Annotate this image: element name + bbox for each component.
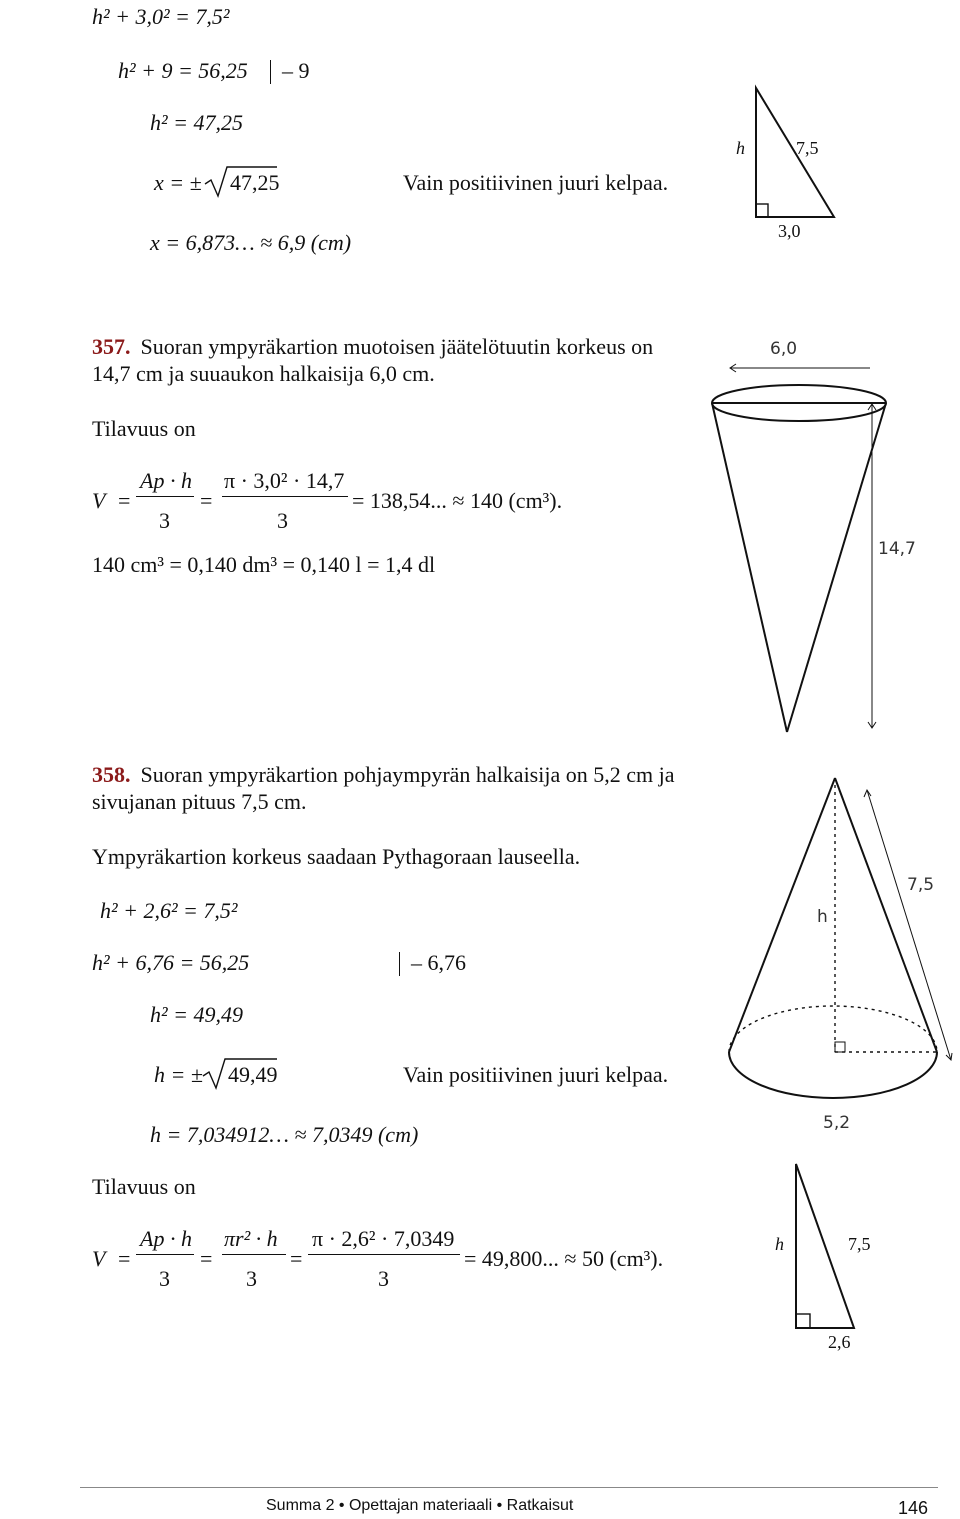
volume-symbol: V: [92, 488, 106, 513]
operation-divider: [270, 60, 271, 84]
volume-intro: Tilavuus on: [92, 416, 196, 441]
right-triangle-figure: [730, 80, 850, 250]
fraction-bar: [136, 496, 194, 497]
equation-lhs: h = ±: [154, 1062, 203, 1087]
equals: =: [290, 1246, 303, 1271]
result: = 49,800... ≈ 50 (cm³).: [464, 1246, 664, 1271]
footer-text: Summa 2 • Opettajan materiaali • Ratkaisut: [266, 1497, 574, 1514]
equation-line: h² = 47,25: [150, 110, 243, 135]
problem-number: 357.: [92, 334, 131, 359]
equation-line: h² + 9 = 56,25: [118, 58, 248, 83]
label-diameter: 6,0: [770, 339, 798, 359]
volume-intro: Tilavuus on: [92, 1174, 196, 1199]
label-h: h: [736, 138, 745, 158]
equation-line: h² + 2,6² = 7,5²: [100, 898, 238, 923]
page-number: 146: [898, 1498, 929, 1518]
label-base: 2,6: [828, 1332, 851, 1352]
fraction-bar: [136, 1254, 194, 1255]
fraction-denominator: 3: [277, 508, 288, 533]
problem-text: Ympyräkartion korkeus saadaan Pythagoraan lauseella.: [92, 844, 581, 869]
equation-lhs: x = ±: [154, 170, 202, 195]
fraction-numerator: π · 2,6² · 7,0349: [312, 1226, 455, 1251]
operation-note: – 9: [282, 58, 310, 83]
fraction-bar: [222, 1254, 286, 1255]
fraction-bar: [222, 496, 348, 497]
unit-conversion: 140 cm³ = 0,140 dm³ = 0,140 l = 1,4 dl: [92, 552, 436, 577]
fraction-numerator: πr² · h: [224, 1226, 278, 1251]
equation-line: h² = 49,49: [150, 1002, 243, 1027]
equation-line: h² + 6,76 = 56,25: [92, 950, 250, 975]
problem-text-358: [90, 762, 674, 788]
problem-text-357: [90, 334, 653, 360]
problem-text: 14,7 cm ja suuaukon halkaisija 6,0 cm.: [92, 361, 435, 386]
fraction-numerator: Ap · h: [140, 1226, 192, 1251]
problem-text: Suoran ympyräkartion pohjaympyrän halkaisija on 5,2 cm ja: [140, 762, 675, 787]
cone-figure: [710, 330, 950, 750]
equation-line: x = 6,873… ≈ 6,9 (cm): [150, 230, 352, 255]
problem-text: Suoran ympyräkartion muotoisen jäätelötuutin korkeus on: [140, 334, 654, 359]
operation-note: – 6,76: [411, 950, 466, 975]
note: Vain positiivinen juuri kelpaa.: [403, 170, 669, 195]
fraction-denominator: 3: [378, 1266, 389, 1291]
fraction-denominator: 3: [159, 1266, 170, 1291]
problem-number: 358.: [92, 762, 131, 787]
equation-line: h = 7,034912… ≈ 7,0349 (cm): [150, 1122, 419, 1147]
label-base: 3,0: [778, 221, 801, 241]
label-h: h: [817, 907, 828, 927]
label-slant: 7,5: [907, 875, 935, 895]
equals: =: [200, 488, 213, 513]
fraction-bar: [308, 1254, 460, 1255]
fraction-numerator: Ap · h: [140, 468, 192, 493]
problem-text: sivujanan pituus 7,5 cm.: [92, 789, 307, 814]
equation-line: h² + 3,0² = 7,5²: [92, 4, 230, 29]
volume-symbol: V: [92, 1246, 106, 1271]
equals: =: [200, 1246, 213, 1271]
result: = 138,54... ≈ 140 (cm³).: [352, 488, 563, 513]
right-triangle-figure: [770, 1158, 890, 1358]
radicand: 47,25: [230, 170, 280, 195]
cone-figure: [725, 770, 955, 1140]
label-h: h: [775, 1234, 784, 1254]
footer-rule: [80, 1487, 938, 1488]
fraction-denominator: 3: [159, 508, 170, 533]
equals: =: [118, 488, 131, 513]
equals: =: [118, 1246, 131, 1271]
fraction-denominator: 3: [246, 1266, 257, 1291]
note: Vain positiivinen juuri kelpaa.: [403, 1062, 669, 1087]
label-diameter: 5,2: [823, 1113, 851, 1133]
fraction-numerator: π · 3,0² · 14,7: [224, 468, 345, 493]
label-hyp: 7,5: [848, 1234, 871, 1254]
label-height: 14,7: [878, 539, 916, 559]
operation-divider: [399, 952, 400, 976]
radicand: 49,49: [228, 1062, 278, 1087]
label-hyp: 7,5: [796, 138, 819, 158]
